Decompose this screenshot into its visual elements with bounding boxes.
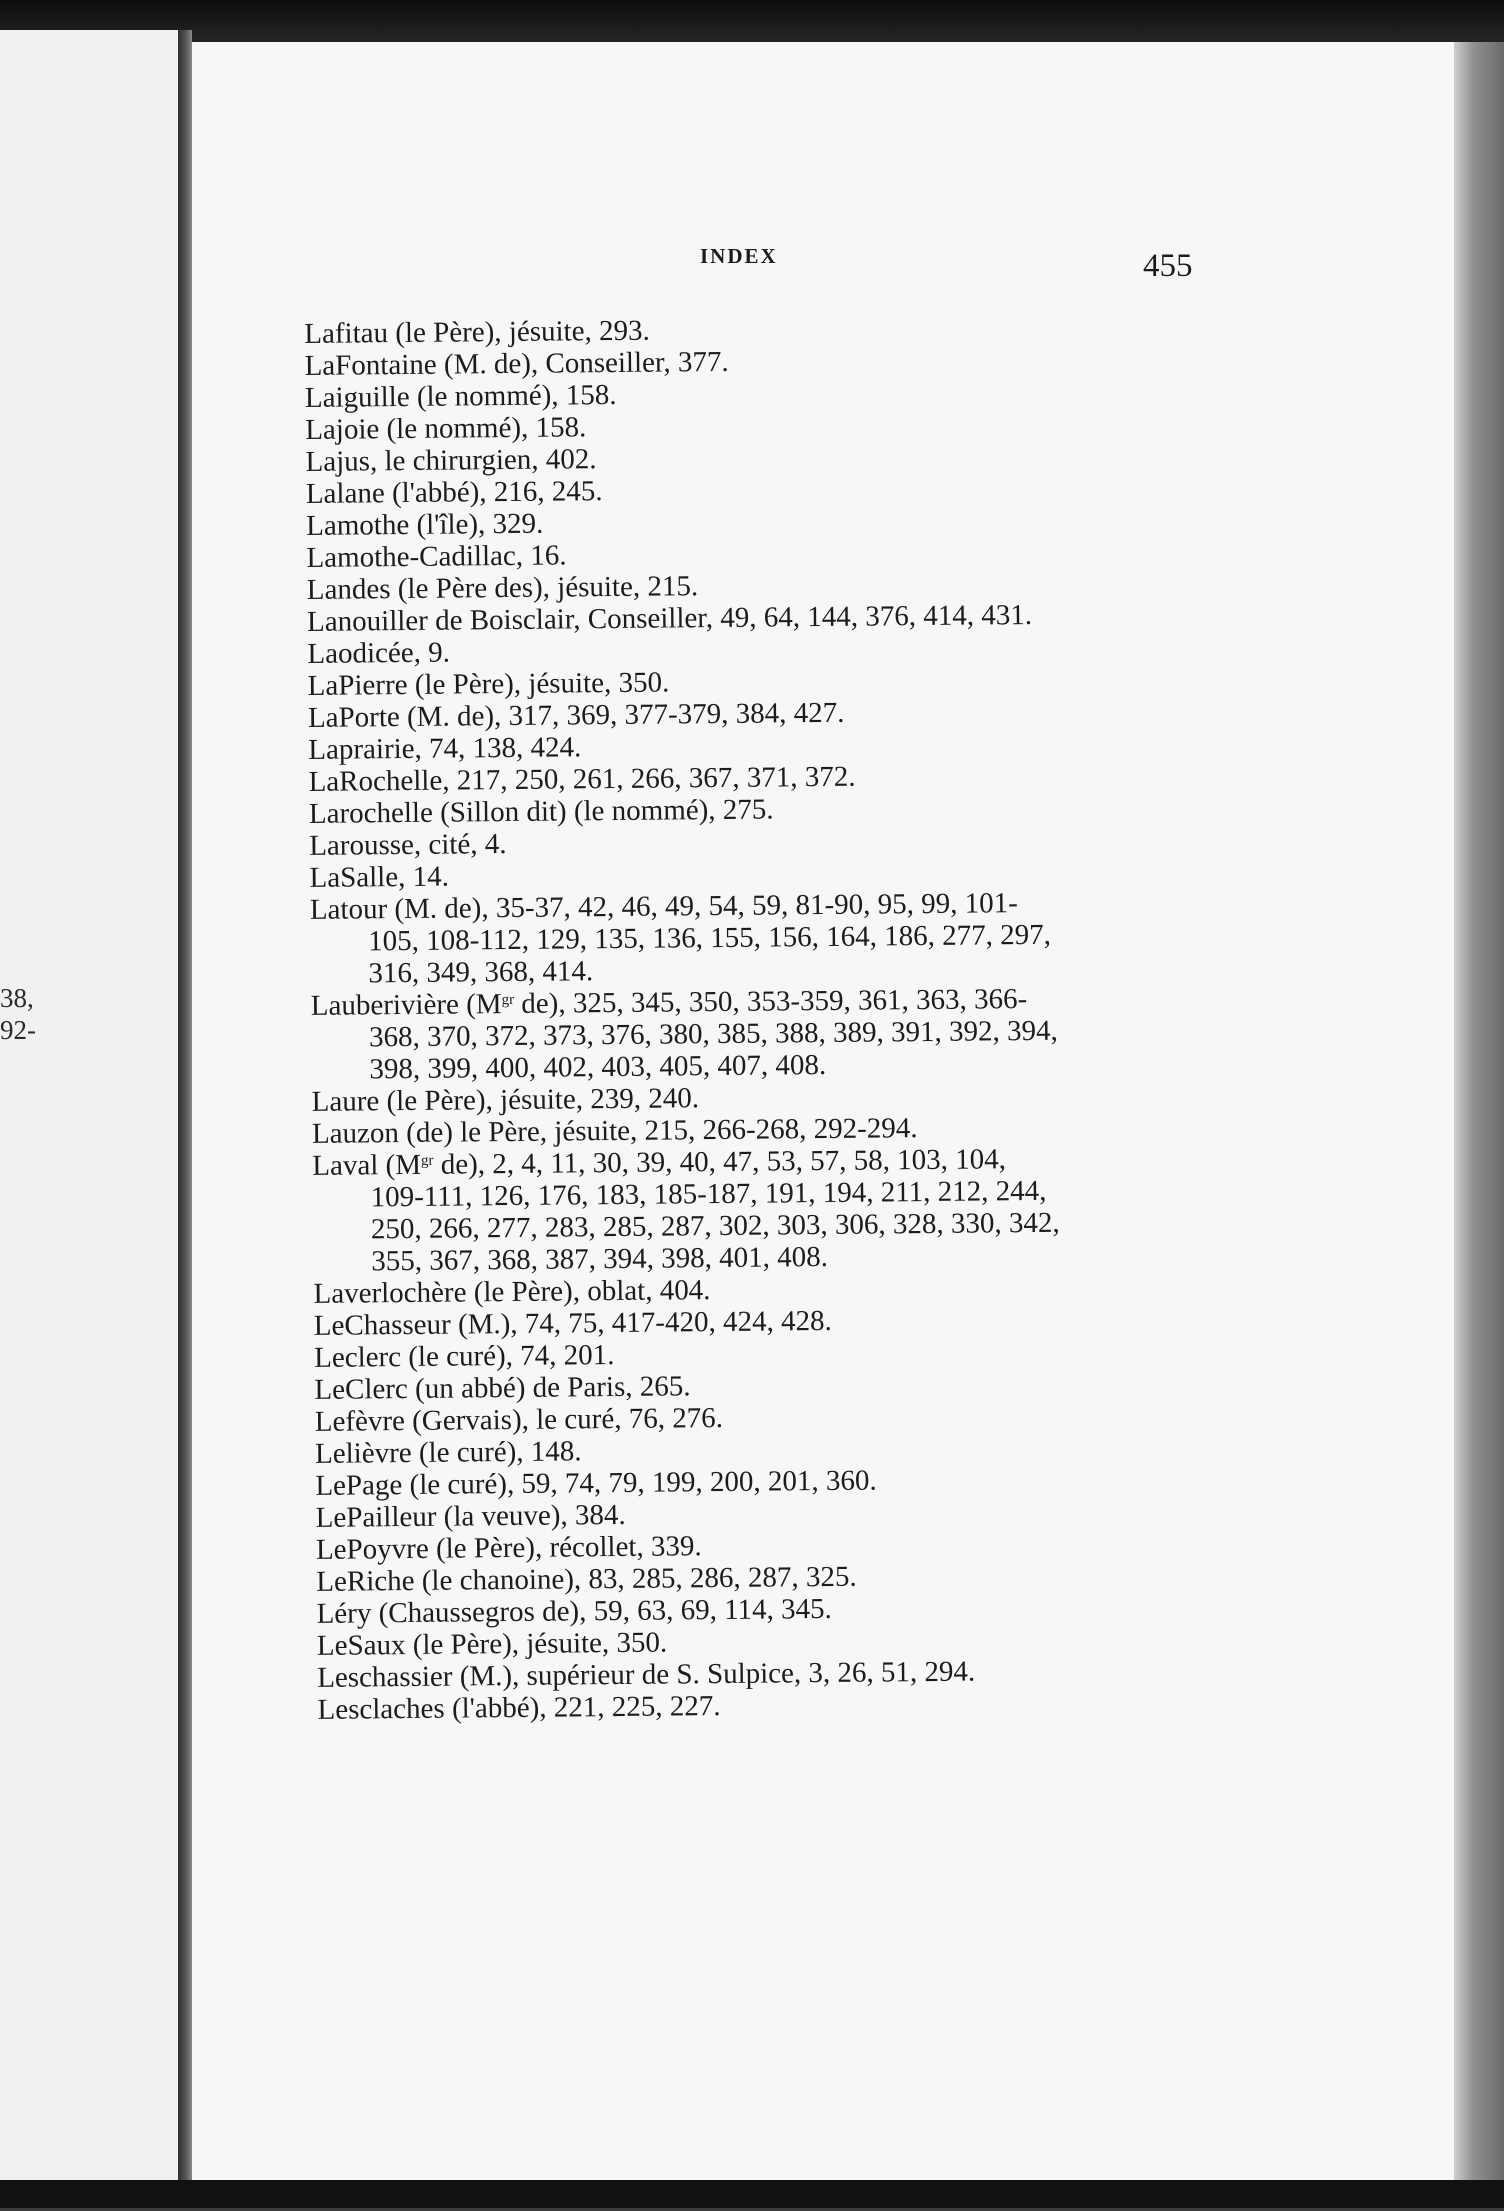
index-entry-continuation: 398, 399, 400, 402, 403, 405, 407, 408. <box>369 1048 827 1086</box>
index-entry: Lesclaches (l'abbé), 221, 225, 227. <box>317 1690 721 1726</box>
index-entry-continuation: 316, 349, 368, 414. <box>368 955 594 990</box>
index-entry: LaFontaine (M. de), Conseiller, 377. <box>304 345 729 382</box>
index-entry: Larochelle (Sillon dit) (le nommé), 275. <box>308 793 774 830</box>
index-entry: LeChasseur (M.), 74, 75, 417-420, 424, 428. <box>313 1304 832 1342</box>
index-entry: LaPierre (le Père), jésuite, 350. <box>307 666 670 702</box>
superscript: gr <box>501 991 515 1009</box>
index-entry: LePage (le curé), 59, 74, 79, 199, 200, 201, 360. <box>315 1464 877 1502</box>
superscript: gr <box>420 1152 434 1169</box>
index-entry: Laure (le Père), jésuite, 239, 240. <box>311 1082 700 1118</box>
index-entry: Lamothe-Cadillac, 16. <box>306 539 567 574</box>
index-entry: Lanouiller de Boisclair, Conseiller, 49, 64, 144, 376, 414, 431. <box>306 598 1033 638</box>
index-entry: Leclerc (le curé), 74, 201. <box>314 1339 615 1374</box>
index-entry: LeSaux (le Père), jésuite, 350. <box>316 1626 668 1662</box>
index-entry-continuation: 105, 108-112, 129, 135, 136, 155, 156, 164, 186, 277, 297, <box>368 918 1052 958</box>
index-entry-continuation: 250, 266, 277, 283, 285, 287, 302, 303, 306, 328, 330, 342, <box>370 1206 1060 1246</box>
entry-text: Laval (M <box>312 1148 422 1182</box>
index-entry-continuation: 109-111, 126, 176, 183, 185-187, 191, 194, 211, 212, 244, <box>370 1174 1047 1214</box>
index-entry: Latour (M. de), 35-37, 42, 46, 49, 54, 59, 81-90, 95, 99, 101- <box>309 887 1018 926</box>
index-entry: Landes (le Père des), jésuite, 215. <box>306 570 699 606</box>
previous-page-fragment: 92- <box>0 1015 36 1045</box>
index-entry: Lamothe (l'île), 329. <box>306 507 544 542</box>
index-entry: LaPorte (M. de), 317, 369, 377-379, 384, 427. <box>307 696 845 734</box>
index-entry: LeClerc (un abbé) de Paris, 265. <box>314 1370 691 1406</box>
page-number: 455 <box>1143 248 1193 284</box>
index-entry-continuation: 355, 367, 368, 387, 394, 398, 401, 408. <box>371 1240 829 1278</box>
index-entry: Leschassier (M.), supérieur de S. Sulpice, 3, 26, 51, 294. <box>317 1655 976 1694</box>
index-entry: Léry (Chaussegros de), 59, 63, 69, 114, 345. <box>316 1592 832 1630</box>
previous-page-fragment: 38, <box>0 983 34 1013</box>
entry-text: de), 2, 4, 11, 30, 39, 40, 47, 53, 57, 58, 103, 104, <box>433 1143 1007 1181</box>
index-entry: Lalane (l'abbé), 216, 245. <box>305 475 603 510</box>
index-entry: LePailleur (la veuve), 384. <box>315 1498 626 1534</box>
index-entry: LaRochelle, 217, 250, 261, 266, 367, 371, 372. <box>308 760 856 798</box>
running-header: INDEX <box>700 244 778 268</box>
index-entry: Laodicée, 9. <box>307 636 451 670</box>
index-entry-continuation: 368, 370, 372, 373, 376, 380, 385, 388, 389, 391, 392, 394, <box>368 1014 1058 1054</box>
index-entry: Lajus, le chirurgien, 402. <box>305 443 597 478</box>
entry-text: Lauberivière (M <box>310 988 502 1022</box>
index-entry: Laprairie, 74, 138, 424. <box>308 731 582 766</box>
index-entry: Larousse, cité, 4. <box>309 828 507 862</box>
index-entry: Lafitau (le Père), jésuite, 293. <box>304 314 650 350</box>
index-entry: Lauzon (de) le Père, jésuite, 215, 266-268, 292-294. <box>311 1112 918 1150</box>
index-entry: Lefèvre (Gervais), le curé, 76, 276. <box>314 1401 724 1438</box>
index-entry: Lajoie (le nommé), 158. <box>305 411 587 446</box>
index-entry: LePoyvre (le Père), récollet, 339. <box>315 1530 702 1566</box>
index-entry: Laiguille (le nommé), 158. <box>304 378 617 414</box>
index-entry: Laverlochère (le Père), oblat, 404. <box>313 1274 711 1310</box>
index-entry: LeRiche (le chanoine), 83, 285, 286, 287, 325. <box>316 1560 857 1598</box>
index-entry: Lelièvre (le curé), 148. <box>314 1435 582 1470</box>
index-entry: LaSalle, 14. <box>309 860 450 894</box>
entry-text: de), 325, 345, 350, 353-359, 361, 363, 366- <box>513 983 1028 1020</box>
